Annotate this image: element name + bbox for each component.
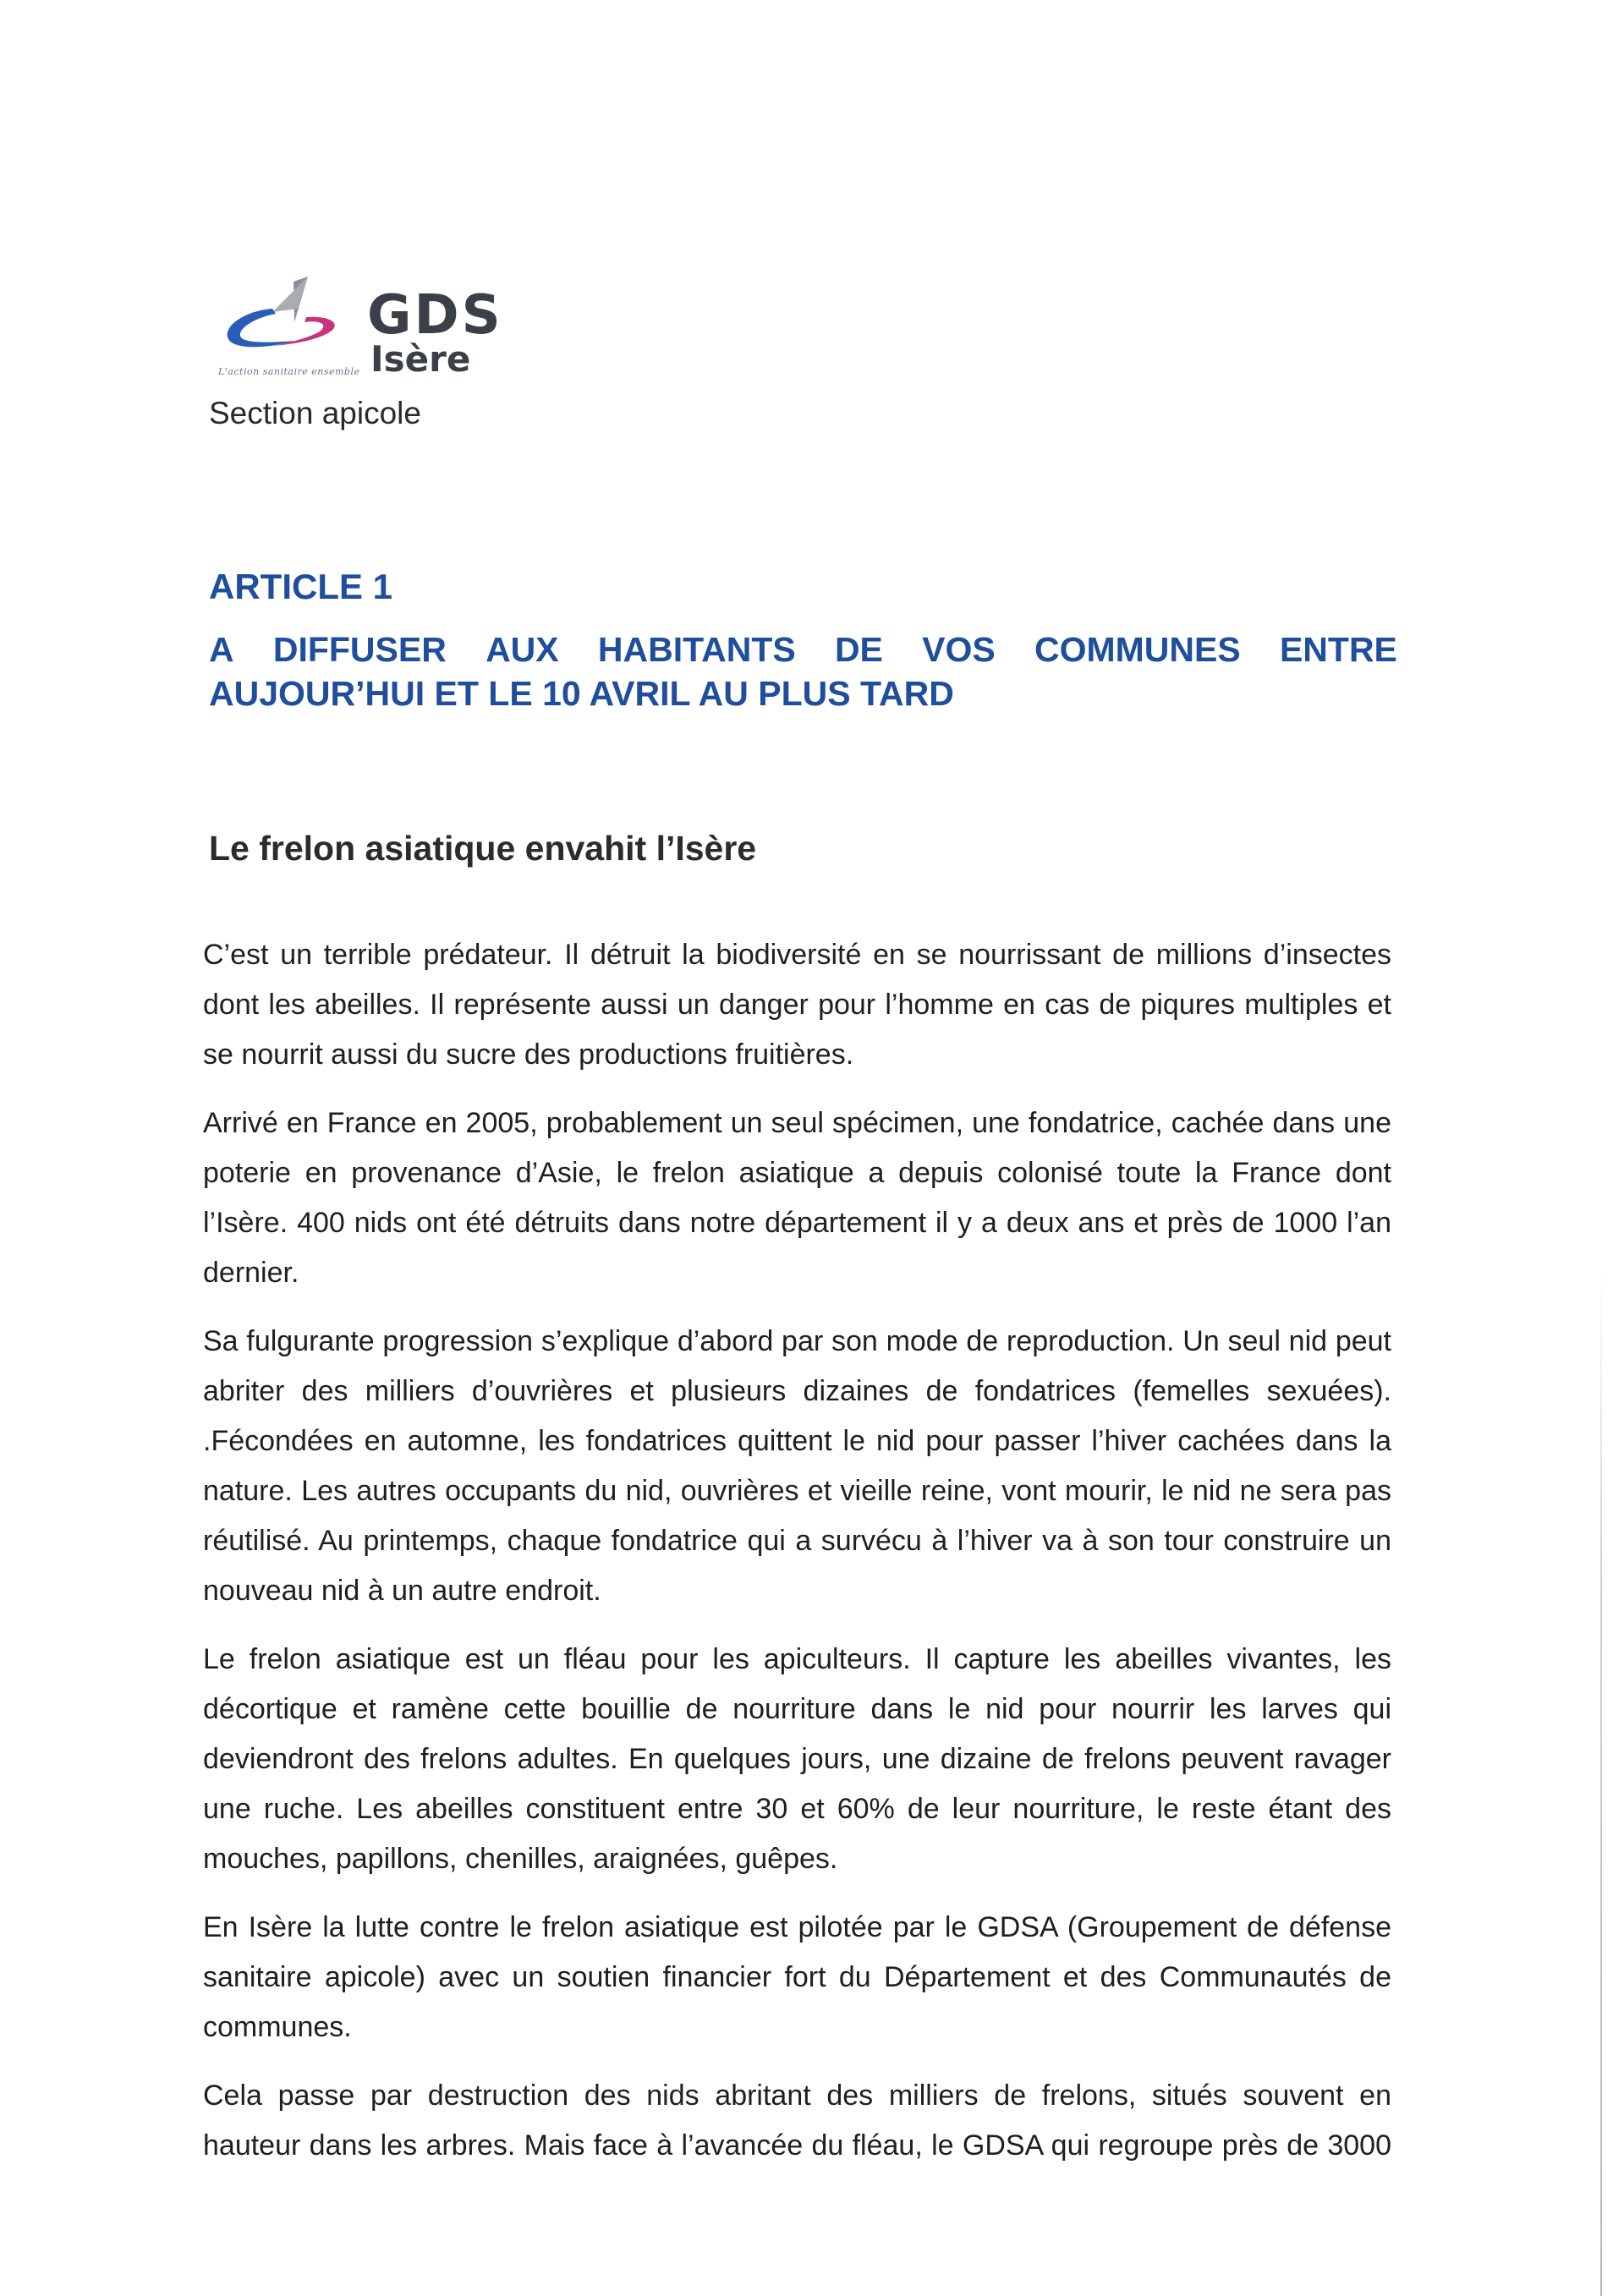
title-word: VOS — [922, 630, 996, 669]
paragraph-line: une ruche. Les abeilles constituent entre 30 et 60% de leur nourriture, le reste étant des — [203, 1793, 1391, 1825]
section-label: Section apicole — [209, 396, 421, 430]
paragraph-line: Cela passe par destruction des nids abritant des milliers de frelons, situés souvent en — [203, 2080, 1391, 2112]
article-title-line-1 — [209, 627, 1397, 671]
paragraph-line: dernier. — [203, 1257, 299, 1289]
scan-edge-shadow — [1600, 1269, 1602, 2296]
paragraph-line: dont les abeilles. Il représente aussi un danger pour l’homme en cas de piqures multiples et — [203, 989, 1391, 1021]
logo-region-text: Isère — [370, 338, 471, 380]
paragraph-3 — [203, 1317, 1391, 1616]
logo-tagline: L'action sanitaire ensemble — [218, 366, 360, 377]
paragraph-6 — [203, 2071, 1391, 2171]
title-word: ENTRE — [1279, 630, 1397, 669]
title-word: DE — [834, 630, 883, 669]
paragraph-line: hauteur dans les arbres. Mais face à l’avancée du fléau, le GDSA qui regroupe près de 3000 — [203, 2129, 1391, 2162]
title-word: HABITANTS — [597, 630, 796, 669]
paragraph-line: C’est un terrible prédateur. Il détruit la biodiversité en se nourrissant de millions d’insectes — [203, 939, 1391, 971]
gds-isere-logo — [213, 275, 501, 393]
paragraph-line: abriter des milliers d’ouvrières et plusieurs dizaines de fondatrices (femelles sexuées). — [203, 1375, 1391, 1407]
paragraph-line: Arrivé en France en 2005, probablement un seul spécimen, une fondatrice, cachée dans une — [203, 1107, 1391, 1139]
title-word: AUX — [486, 630, 559, 669]
paragraph-line: En Isère la lutte contre le frelon asiatique est pilotée par le GDSA (Groupement de défense — [203, 1911, 1391, 1943]
paragraph-line: se nourrit aussi du sucre des productions fruitières. — [203, 1038, 854, 1071]
paragraph-line: réutilisé. Au printemps, chaque fondatrice qui a survécu à l’hiver va à son tour construire un — [203, 1525, 1391, 1557]
title-word: COMMUNES — [1034, 630, 1241, 669]
paragraph-line: sanitaire apicole) avec un soutien financier fort du Département et des Communautés de — [203, 1961, 1391, 1993]
paragraph-5 — [203, 1903, 1391, 2052]
paragraph-line: nouveau nid à un autre endroit. — [203, 1575, 601, 1607]
title-word: A — [209, 630, 234, 669]
paragraph-line: .Fécondées en automne, les fondatrices quittent le nid pour passer l’hiver cachées dans la — [203, 1425, 1391, 1457]
paragraph-line: l’Isère. 400 nids ont été détruits dans notre département il y a deux ans et près de 1000 l’an — [203, 1207, 1391, 1239]
article-number: ARTICLE 1 — [209, 567, 393, 606]
paragraph-line: deviendront des frelons adultes. En quelques jours, une dizaine de frelons peuvent ravager — [203, 1743, 1391, 1775]
paragraph-2 — [203, 1099, 1391, 1298]
paragraph-1 — [203, 930, 1391, 1080]
article-title-line-2: AUJOUR’HUI ET LE 10 AVRIL AU PLUS TARD — [209, 674, 954, 713]
paragraph-line: Le frelon asiatique est un fléau pour les apiculteurs. Il capture les abeilles vivantes, les — [203, 1643, 1391, 1675]
paragraph-line: Sa fulgurante progression s’explique d’abord par son mode de reproduction. Un seul nid peut — [203, 1325, 1391, 1357]
paragraph-line: nature. Les autres occupants du nid, ouvrières et vieille reine, vont mourir, le nid ne sera pas — [203, 1475, 1391, 1507]
logo-swoosh-icon — [213, 275, 365, 368]
paragraph-line: mouches, papillons, chenilles, araignées, guêpes. — [203, 1843, 838, 1875]
title-word: DIFFUSER — [272, 630, 447, 669]
paragraph-4 — [203, 1635, 1391, 1884]
logo-brand-text: GDS — [367, 284, 503, 347]
paragraph-line: décortique et ramène cette bouillie de nourriture dans le nid pour nourrir les larves qui — [203, 1693, 1391, 1725]
paragraph-line: poterie en provenance d’Asie, le frelon asiatique a depuis colonisé toute la France dont — [203, 1157, 1391, 1189]
article-body — [203, 930, 1391, 2189]
paragraph-line: communes. — [203, 2011, 352, 2043]
main-heading: Le frelon asiatique envahit l’Isère — [209, 829, 757, 868]
article-title — [209, 627, 1397, 715]
